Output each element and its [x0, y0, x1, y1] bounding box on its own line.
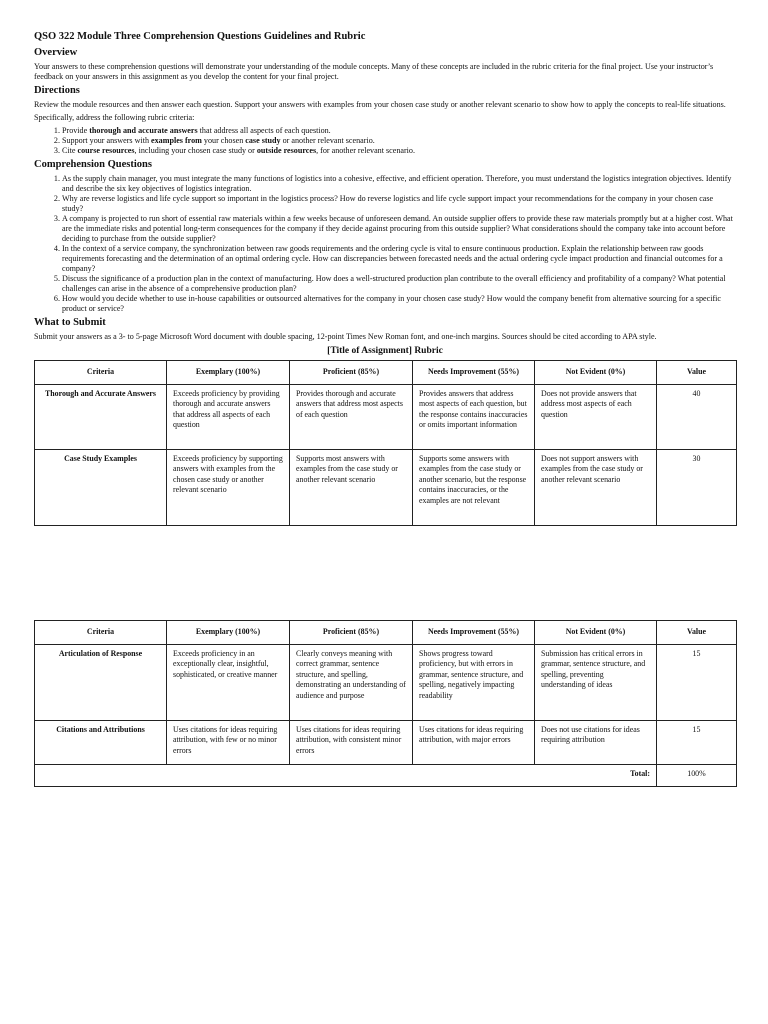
needs-improvement-cell: Uses citations for ideas requiring attribution, with major errors [413, 720, 535, 764]
needs-improvement-cell: Shows progress toward proficiency, but with errors in grammar, sentence structure, and spelling, negatively impacting readability [413, 644, 535, 720]
header-needs-improvement: Needs Improvement (55%) [413, 621, 535, 645]
proficient-cell: Uses citations for ideas requiring attribution, with consistent minor errors [290, 720, 413, 764]
value-cell: 15 [657, 720, 737, 764]
exemplary-cell: Exceeds proficiency by supporting answers with examples from the chosen case study or another relevant scenario [167, 449, 290, 525]
total-value: 100% [657, 764, 737, 786]
criteria-item: 1. Provide thorough and accurate answers that address all aspects of each question. [62, 126, 736, 136]
needs-improvement-cell: Provides answers that address most aspects of each question, but the response contains inaccuracies or omits important information [413, 384, 535, 449]
header-exemplary: Exemplary (100%) [167, 361, 290, 385]
question-item: 2. Why are reverse logistics and life cycle support so important in the logistics process? How do reverse logistics and life cycle support impact your recommendations for the company in your chosen case study? [62, 194, 736, 214]
document-page [34, 30, 736, 779]
header-proficient: Proficient (85%) [290, 361, 413, 385]
value-cell: 30 [657, 449, 737, 525]
proficient-cell: Clearly conveys meaning with correct grammar, sentence structure, and spelling, demonstrating an understanding of audience and purpose [290, 644, 413, 720]
questions-heading: Comprehension Questions [34, 159, 152, 170]
criteria-intro: Specifically, address the following rubric criteria: [34, 113, 195, 122]
submit-text: Submit your answers as a 3- to 5-page Microsoft Word document with double spacing, 12-point Times New Roman font, and one-inch margins. Sources should be cited according to APA style. [34, 332, 657, 341]
exemplary-cell: Exceeds proficiency in an exceptionally clear, insightful, sophisticated, or creative manner [167, 644, 290, 720]
value-cell: 40 [657, 384, 737, 449]
question-item: 6. How would you decide whether to use in-house capabilities or outsourced alternatives for the company in your chosen case study? How would the company benefit from alternative sourcing for a specific product or service? [62, 294, 736, 314]
question-item: 3. A company is projected to run short of essential raw materials within a few weeks because of unforeseen demand. An outside supplier offers to provide these raw materials promptly but at a higher cost. What are the immediate risks and potential long-term consequences for the company if they decide against procuring from this outside supplier? What considerations should the company take into account before deciding to purchase from the outside supplier? [62, 214, 736, 244]
rubric-table-part-1 [34, 360, 737, 526]
table-row [35, 449, 737, 525]
question-item: 1. As the supply chain manager, you must integrate the many functions of logistics into a cohesive, effective, and efficient operation. Therefore, you must understand the logistics integration objectives. Identify and describe the six key objectives of logistics integration. [62, 174, 736, 194]
not-evident-cell: Does not support answers with examples from the case study or another relevant scenario [535, 449, 657, 525]
question-item: 5. Discuss the significance of a production plan in the context of manufacturing. How does a well-structured production plan contribute to the overall efficiency and profitability of a company? What potential challenges can arise in the absence of a comprehensive production plan? [62, 274, 736, 294]
total-label: Total: [35, 764, 657, 786]
document-title: QSO 322 Module Three Comprehension Questions Guidelines and Rubric [34, 31, 366, 42]
header-exemplary: Exemplary (100%) [167, 621, 290, 645]
criteria-item: 3. Cite course resources, including your chosen case study or outside resources, for another relevant scenario. [62, 146, 736, 156]
table-row [35, 644, 737, 720]
header-not-evident: Not Evident (0%) [535, 361, 657, 385]
not-evident-cell: Submission has critical errors in grammar, sentence structure, and spelling, preventing understanding of ideas [535, 644, 657, 720]
proficient-cell: Provides thorough and accurate answers that address most aspects of each question [290, 384, 413, 449]
header-not-evident: Not Evident (0%) [535, 621, 657, 645]
header-needs-improvement: Needs Improvement (55%) [413, 361, 535, 385]
not-evident-cell: Does not provide answers that address most aspects of each question [535, 384, 657, 449]
submit-heading: What to Submit [34, 317, 106, 328]
value-cell: 15 [657, 644, 737, 720]
needs-improvement-cell: Supports some answers with examples from the case study or another scenario, but the response contains inaccuracies, or the examples are not relevant [413, 449, 535, 525]
proficient-cell: Supports most answers with examples from the case study or another relevant scenario [290, 449, 413, 525]
criteria-list [34, 126, 736, 156]
rubric-table-part-2 [34, 620, 737, 787]
not-evident-cell: Does not use citations for ideas requiring attribution [535, 720, 657, 764]
header-proficient: Proficient (85%) [290, 621, 413, 645]
overview-text: Your answers to these comprehension questions will demonstrate your understanding of the module concepts. Many of these concepts are included in the rubric criteria for the final project. Use your instructor’s feedback on your answers in this assignment as you develop the content for your final project. [34, 62, 714, 81]
header-value: Value [657, 361, 737, 385]
criteria-cell: Case Study Examples [35, 449, 167, 525]
table-row [35, 384, 737, 449]
table-row [35, 720, 737, 764]
rubric-title: [Title of Assignment] Rubric [327, 346, 443, 356]
criteria-cell: Articulation of Response [35, 644, 167, 720]
rubric-header-row [35, 361, 737, 385]
header-criteria: Criteria [35, 621, 167, 645]
exemplary-cell: Uses citations for ideas requiring attribution, with few or no minor errors [167, 720, 290, 764]
exemplary-cell: Exceeds proficiency by providing thorough and accurate answers that address all aspects of each question [167, 384, 290, 449]
questions-list [34, 174, 736, 314]
question-item: 4. In the context of a service company, the synchronization between raw goods requirements and the ordering cycle is vital to ensure continuous production. Explain the relationship between raw goods requirements forecasting and the determination of an optimal ordering cycle. How can discrepancies between forecasted needs and the actual ordering cycle impact production and financial outcomes for a company? [62, 244, 736, 274]
criteria-item: 2. Support your answers with examples from your chosen case study or another relevant scenario. [62, 136, 736, 146]
criteria-cell: Thorough and Accurate Answers [35, 384, 167, 449]
criteria-cell: Citations and Attributions [35, 720, 167, 764]
overview-heading: Overview [34, 47, 78, 58]
header-criteria: Criteria [35, 361, 167, 385]
directions-heading: Directions [34, 85, 80, 96]
rubric-header-row [35, 621, 737, 645]
total-row [35, 764, 737, 786]
directions-text: Review the module resources and then answer each question. Support your answers with examples from your chosen case study or another relevant scenario to show how to apply the concepts to real-life situations. [34, 100, 726, 109]
header-value: Value [657, 621, 737, 645]
